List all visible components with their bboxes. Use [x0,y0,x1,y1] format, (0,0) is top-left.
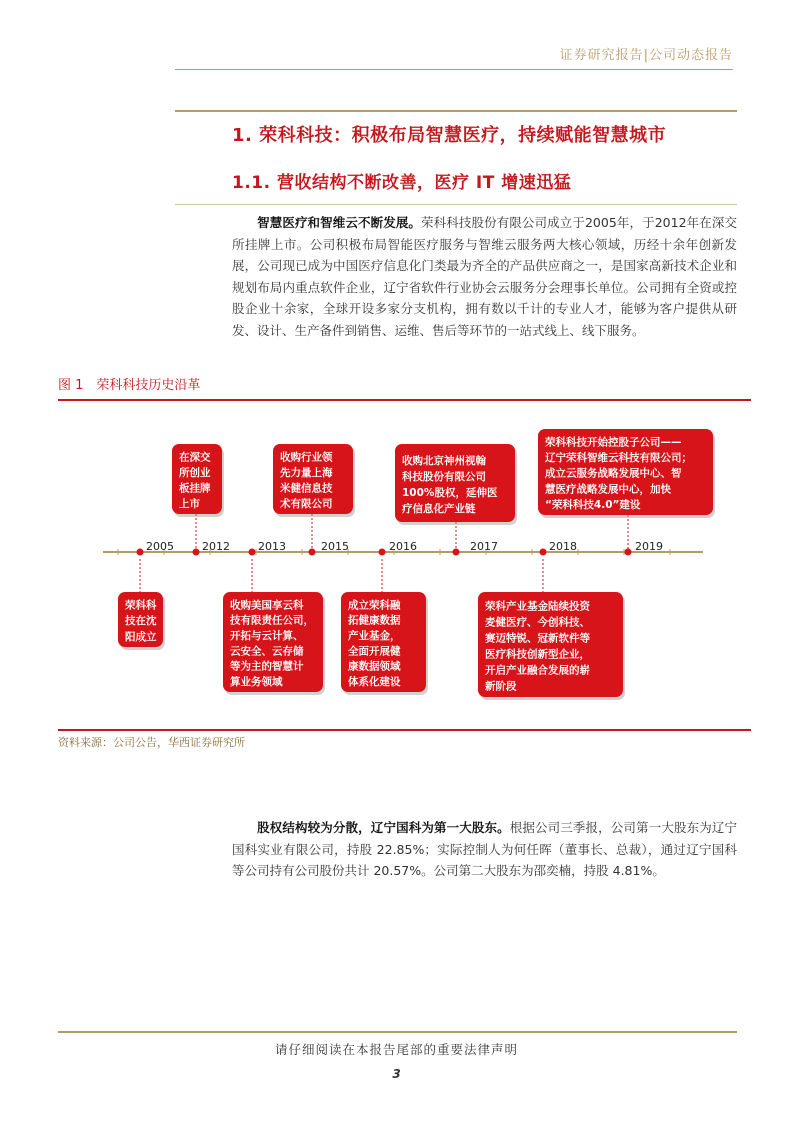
timeline-event-box [478,592,625,700]
timeline-event-text: 云安全、云存储 [230,645,304,658]
timeline-year-label: 2005 [146,540,174,553]
section-heading-1: 1. 荣科科技：积极布局智慧医疗，持续赋能智慧城市 [232,125,667,146]
timeline-marker-dot [193,549,200,556]
timeline-event-text: 开拓与云计算、 [230,629,304,642]
intro-paragraph-lead: 智慧医疗和智维云不断发展。 [257,215,422,230]
timeline-event-text: 技有限责任公司， [230,614,314,627]
timeline-event-text: 成立荣科融 [348,599,401,612]
timeline-event-box [118,592,165,650]
timeline-year-label: 2012 [202,540,230,553]
timeline-event-text: 康数据领域 [348,660,401,673]
heading-divider-bottom [175,204,737,205]
header-divider [175,69,733,70]
timeline-marker-dot [540,549,547,556]
figure-source: 资料来源：公司公告，华西证券研究所 [58,736,245,749]
timeline-marker-dot [309,549,316,556]
timeline-event-box [223,592,325,695]
timeline-marker-dot [249,549,256,556]
timeline-event-text: 医疗科技创新型企业， [485,648,590,661]
timeline-event-box [395,444,517,525]
timeline-event-text: 新阶段 [485,680,517,693]
timeline-event-text: 100%股权，延伸医 [402,486,498,499]
intro-paragraph-body: 荣科科技股份有限公司成立于2005年，于2012年在深交所挂牌上市。公司积极布局智能医疗服务与智维云服务两大核心领域，历经十余年创新发展，公司现已成为中国医疗信息化门类最为齐全的产品供应商之一，是国家高新技术企业和规划布局内重点软件企业，辽宁省软件行业协会云服务分会理事长单位。公司拥有全资或控股企业十余家，全球开设多家分支机构，拥有数以千计的专业人才，能够为客户提供从研发、设计、生产备件到销售、运维、售后等环节的一站式线上、线下服务。 [232,215,737,338]
timeline-event-text: 科技股份有限公司 [402,470,486,483]
timeline-event-text: 收购北京神州视翰 [402,454,486,467]
legal-notice: 请仔细阅读在本报告尾部的重要法律声明 [274,1042,518,1057]
timeline-event-text: 先力量上海 [280,466,333,479]
timeline-marker-dot [625,549,632,556]
footer-divider [58,1031,737,1033]
timeline-event-box [172,444,224,517]
timeline-marker-dot [137,549,144,556]
timeline-event-text: 拓健康数据 [348,614,401,627]
timeline-event-text: 麦健医疗、今创科技、 [485,616,590,629]
heading-divider-top [175,110,737,112]
page-number: 3 [392,1067,401,1081]
figure-divider-bottom [58,729,751,731]
timeline-event-text: 算业务领域 [230,675,283,688]
report-header-label: 证券研究报告|公司动态报告 [559,48,733,63]
figure-caption: 图 1 荣科科技历史沿革 [58,378,201,393]
timeline-event-text: 阳成立 [125,630,157,643]
history-timeline [58,401,751,729]
timeline-event-text: 体系化建设 [348,675,401,688]
timeline-year-label: 2019 [635,540,663,553]
timeline-event-text: 技在沈 [125,615,157,628]
timeline-year-label: 2016 [389,540,417,553]
timeline-event-text: 荣科产业基金陆续投资 [485,600,590,613]
timeline-marker-dot [379,549,386,556]
timeline-year-label: 2018 [549,540,577,553]
timeline-event-text: 开启产业融合发展的崭 [485,664,590,677]
timeline-event-text: 收购行业领 [280,451,333,464]
timeline-event-text: 所创业 [179,466,211,479]
timeline-event-text: “荣科科技4.0”建设 [545,498,641,511]
timeline-event-text: 辽宁荣科智维云科技有限公司； [545,452,692,465]
timeline-event-text: 疗信息化产业链 [402,502,476,515]
shareholder-paragraph-lead: 股权结构较为分散，辽宁国科为第一大股东。 [257,820,510,835]
timeline-event-text: 全面开展健 [348,645,401,658]
timeline-year-label: 2015 [321,540,349,553]
timeline-event-text: 等为主的智慧计 [230,660,304,673]
timeline-event-text: 在深交 [179,451,211,464]
timeline-event-text: 荣科科 [125,599,157,612]
timeline-event-text: 慧医疗战略发展中心，加快 [545,483,671,496]
shareholder-paragraph-body: 根据公司三季报，公司第一大股东为辽宁国科实业有限公司，持股 22.85%；实际控制人为何任晖（董事长、总裁），通过辽宁国科等公司持有公司股份共计 20.57%。公司第二大股东为邵奕楠，持股 4.81%。 [232,820,737,878]
timeline-year-label: 2017 [470,540,498,553]
timeline-event-text: 赛迈特锐、冠新软件等 [485,632,590,645]
intro-paragraph [232,212,737,341]
timeline-marker-dot [453,549,460,556]
section-heading-1-1: 1.1. 营收结构不断改善，医疗 IT 增速迅猛 [232,173,572,193]
timeline-event-text: 术有限公司 [280,497,333,510]
timeline-event-box [341,592,428,695]
timeline-event-box [538,429,715,518]
shareholder-paragraph [232,817,737,882]
timeline-event-box [273,444,355,517]
timeline-event-text: 米健信息技 [280,482,333,495]
timeline-year-label: 2013 [258,540,286,553]
timeline-event-text: 收购美国享云科 [230,599,304,612]
timeline-event-text: 上市 [179,497,200,510]
timeline-event-text: 板挂牌 [179,482,211,495]
timeline-event-text: 成立云服务战略发展中心、智 [545,467,682,480]
timeline-event-text: 产业基金， [348,629,401,642]
timeline-event-text: 荣科科技开始控股子公司—— [545,436,682,449]
